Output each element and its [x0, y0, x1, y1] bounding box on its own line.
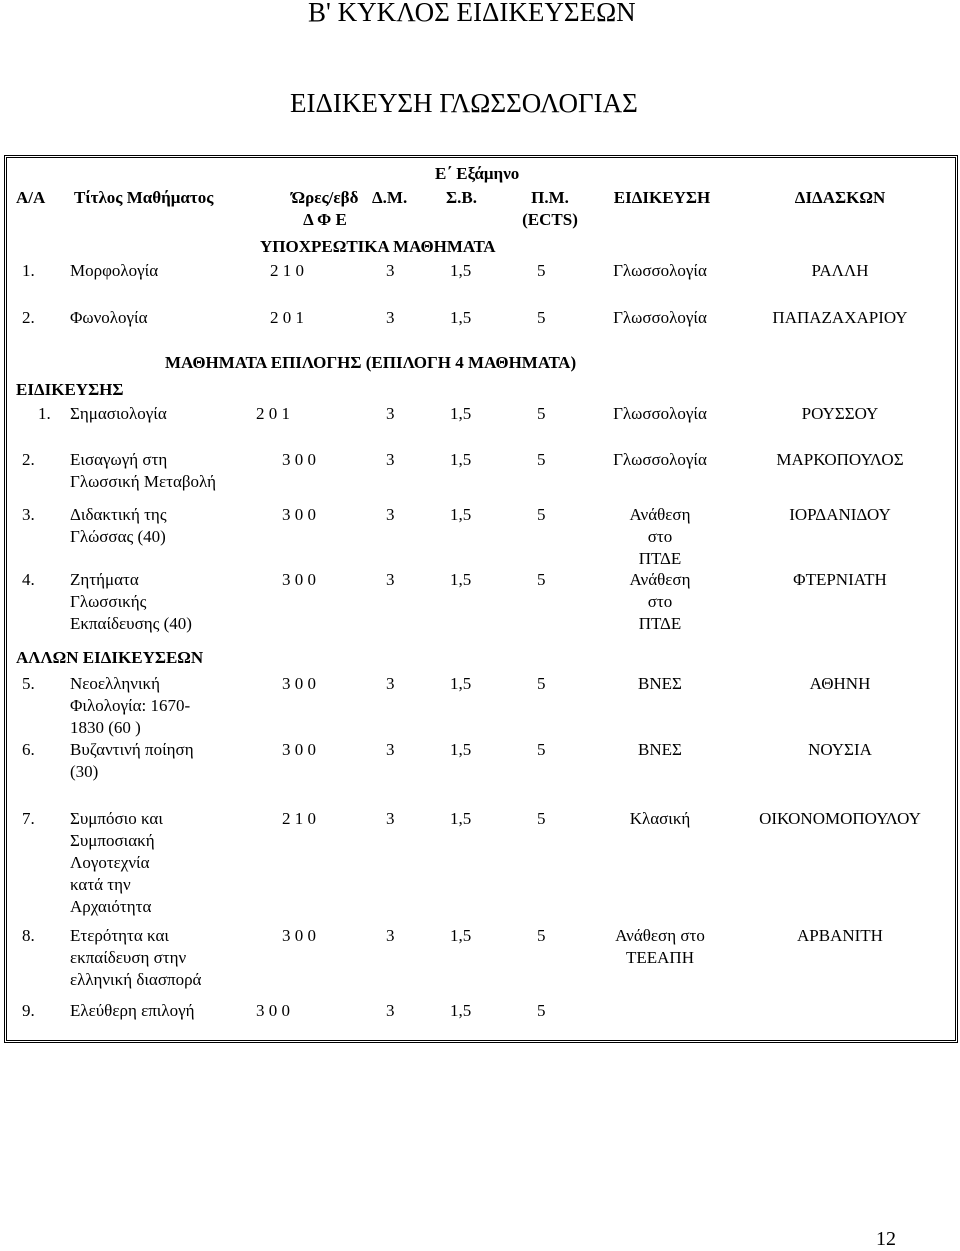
course-teacher: ΠΑΠΑΖΑΧΑΡΙΟΥ: [772, 308, 908, 327]
course-hours: 2 1 0: [270, 261, 304, 280]
course-teacher: ΝΟΥΣΙΑ: [808, 740, 872, 759]
course-pm: 5: [537, 570, 546, 589]
row-number: 2.: [22, 450, 35, 469]
course-title: Γλωσσική Μεταβολή: [70, 472, 216, 491]
course-specialization: Γλωσσολογία: [613, 404, 707, 423]
course-pm: 5: [537, 809, 546, 828]
course-pm: 5: [537, 740, 546, 759]
course-title: Διδακτική της: [70, 505, 167, 524]
course-title: Γλωσσικής: [70, 592, 147, 611]
course-dm: 3: [386, 404, 395, 423]
course-sv: 1,5: [450, 505, 472, 524]
course-pm: 5: [537, 1001, 546, 1020]
course-specialization: στο: [647, 592, 673, 611]
course-dm: 3: [386, 261, 395, 280]
row-number: 1.: [38, 404, 51, 423]
row-number: 9.: [22, 1001, 35, 1020]
course-sv: 1,5: [450, 740, 472, 759]
row-number: 5.: [22, 674, 35, 693]
course-teacher: ΜΑΡΚΟΠΟΥΛΟΣ: [776, 450, 904, 469]
section-required: ΥΠΟΧΡΕΩΤΙΚΑ ΜΑΘΗΜΑΤΑ: [260, 237, 496, 256]
course-specialization: ΒΝΕΣ: [638, 740, 682, 759]
header-hours-sub: Δ Φ Ε: [303, 210, 347, 229]
course-title: Μορφολογία: [70, 261, 159, 280]
course-sv: 1,5: [450, 450, 472, 469]
course-title: Συμπόσιο και: [70, 809, 163, 828]
course-sv: 1,5: [450, 404, 472, 423]
course-teacher: ΟΙΚΟΝΟΜΟΠΟΥΛΟΥ: [759, 809, 921, 828]
course-hours: 2 0 1: [256, 404, 290, 423]
course-dm: 3: [386, 674, 395, 693]
header-teacher: ΔΙΔΑΣΚΩΝ: [794, 188, 886, 207]
course-dm: 3: [386, 809, 395, 828]
course-pm: 5: [537, 450, 546, 469]
course-hours: 3 0 0: [256, 1001, 290, 1020]
course-title: Νεοελληνική: [70, 674, 160, 693]
course-dm: 3: [386, 926, 395, 945]
header-hours: Ώρες/εβδ: [291, 188, 359, 207]
course-title: Φωνολογία: [70, 308, 148, 327]
course-hours: 2 1 0: [282, 809, 316, 828]
course-teacher: ΑΡΒΑΝΙΤΗ: [797, 926, 883, 945]
course-hours: 2 0 1: [270, 308, 304, 327]
course-sv: 1,5: [450, 1001, 472, 1020]
course-specialization: Γλωσσολογία: [613, 261, 707, 280]
course-teacher: ΡΟΥΣΣΟΥ: [801, 404, 879, 423]
course-title: Γλώσσας (40): [70, 527, 166, 546]
course-specialization: Ανάθεση: [629, 505, 691, 524]
header-pm: Π.Μ.: [531, 188, 569, 207]
course-hours: 3 0 0: [282, 740, 316, 759]
course-specialization: Ανάθεση στο: [615, 926, 705, 945]
header-specialization: ΕΙΔΙΚΕΥΣΗ: [613, 188, 711, 207]
course-title: Φιλολογία: 1670-: [70, 696, 191, 715]
course-sv: 1,5: [450, 674, 472, 693]
course-title: ελληνική διασπορά: [70, 970, 202, 989]
course-title: Αρχαιότητα: [70, 897, 152, 916]
page-title: Β' ΚΥΚΛΟΣ ΕΙΔΙΚΕΥΣΕΩΝ: [308, 0, 636, 27]
course-pm: 5: [537, 926, 546, 945]
course-sv: 1,5: [450, 570, 472, 589]
course-dm: 3: [386, 740, 395, 759]
course-title: (30): [70, 762, 99, 781]
row-number: 7.: [22, 809, 35, 828]
course-specialization: ΤΕΕΑΠΗ: [626, 948, 694, 967]
course-specialization: Κλασική: [629, 809, 691, 828]
course-teacher: ΑΘΗΝΗ: [809, 674, 871, 693]
course-specialization: ΒΝΕΣ: [638, 674, 682, 693]
course-title: Λογοτεχνία: [70, 853, 150, 872]
course-dm: 3: [386, 450, 395, 469]
row-number: 3.: [22, 505, 35, 524]
row-number: 4.: [22, 570, 35, 589]
course-specialization: Ανάθεση: [629, 570, 691, 589]
course-sv: 1,5: [450, 261, 472, 280]
course-pm: 5: [537, 308, 546, 327]
course-title: Συμποσιακή: [70, 831, 155, 850]
course-teacher: ΙΟΡΔΑΝΙΔΟΥ: [789, 505, 891, 524]
course-title: Εισαγωγή στη: [70, 450, 168, 469]
course-title: εκπαίδευση στην: [70, 948, 187, 967]
course-hours: 3 0 0: [282, 674, 316, 693]
course-title: Σημασιολογία: [70, 404, 167, 423]
course-specialization: στο: [647, 527, 673, 546]
row-number: 6.: [22, 740, 35, 759]
page-number: 12: [876, 1228, 896, 1250]
course-specialization: ΠΤΔΕ: [638, 614, 682, 633]
course-specialization: Γλωσσολογία: [613, 450, 707, 469]
section-elective: ΜΑΘΗΜΑΤΑ ΕΠΙΛΟΓΗΣ (ΕΠΙΛΟΓΗ 4 ΜΑΘΗΜΑΤΑ): [165, 353, 577, 372]
course-dm: 3: [386, 505, 395, 524]
course-teacher: ΦΤΕΡΝΙΑΤΗ: [793, 570, 887, 589]
course-specialization: ΠΤΔΕ: [638, 549, 682, 568]
course-title: 1830 (60 ): [70, 718, 141, 737]
header-sv: Σ.Β.: [446, 188, 477, 207]
course-title: Ελεύθερη επιλογή: [70, 1001, 195, 1020]
course-pm: 5: [537, 505, 546, 524]
header-title: Τίτλος Μαθήματος: [74, 188, 214, 207]
header-pm-sub: (ECTS): [522, 210, 578, 229]
course-teacher: ΡΑΛΛΗ: [811, 261, 869, 280]
course-dm: 3: [386, 308, 395, 327]
course-hours: 3 0 0: [282, 505, 316, 524]
course-dm: 3: [386, 570, 395, 589]
course-hours: 3 0 0: [282, 926, 316, 945]
row-number: 8.: [22, 926, 35, 945]
section-specialization: ΕΙΔΙΚΕΥΣΗΣ: [16, 380, 124, 399]
section-other: ΑΛΛΩΝ ΕΙΔΙΚΕΥΣΕΩΝ: [16, 648, 204, 667]
course-pm: 5: [537, 261, 546, 280]
course-dm: 3: [386, 1001, 395, 1020]
course-title: Ετερότητα και: [70, 926, 169, 945]
header-dm: Δ.Μ.: [372, 188, 408, 207]
course-hours: 3 0 0: [282, 450, 316, 469]
row-number: 1.: [22, 261, 35, 280]
header-aa: Α/Α: [16, 188, 46, 207]
course-title: Εκπαίδευσης (40): [70, 614, 192, 633]
course-pm: 5: [537, 404, 546, 423]
course-sv: 1,5: [450, 809, 472, 828]
row-number: 2.: [22, 308, 35, 327]
course-specialization: Γλωσσολογία: [613, 308, 707, 327]
course-title: Ζητήματα: [70, 570, 139, 589]
course-title: Βυζαντινή ποίηση: [70, 740, 194, 759]
semester-label: Ε΄ Εξάμηνο: [435, 164, 520, 183]
course-title: κατά την: [70, 875, 131, 894]
course-pm: 5: [537, 674, 546, 693]
course-sv: 1,5: [450, 926, 472, 945]
page-subtitle: ΕΙΔΙΚΕΥΣΗ ΓΛΩΣΣΟΛΟΓΙΑΣ: [290, 88, 638, 118]
course-hours: 3 0 0: [282, 570, 316, 589]
course-sv: 1,5: [450, 308, 472, 327]
